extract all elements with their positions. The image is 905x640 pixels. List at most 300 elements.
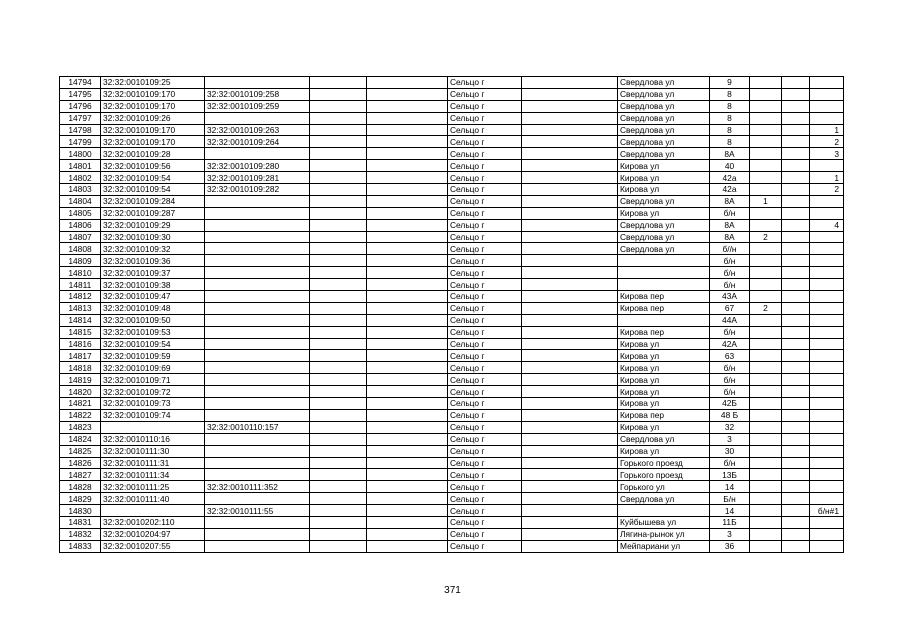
cell-column-5 <box>367 231 448 243</box>
cell-locality: Сельцо г <box>448 457 522 469</box>
cell-column-7 <box>522 100 618 112</box>
cell-apartment-number: 4 <box>810 219 844 231</box>
cell-locality: Сельцо г <box>448 409 522 421</box>
cell-column-7 <box>522 231 618 243</box>
cell-locality: Сельцо г <box>448 148 522 160</box>
cell-column-5 <box>367 136 448 148</box>
table-row <box>60 338 844 350</box>
cell-street: Свердлова ул <box>618 100 710 112</box>
table-row <box>60 77 844 89</box>
cell-column-4 <box>310 195 367 207</box>
cell-apartment-number <box>810 160 844 172</box>
cell-column-5 <box>367 350 448 362</box>
cell-cadastral-number: 32:32:0010111:40 <box>101 493 205 505</box>
cell-street: Кирова ул <box>618 398 710 410</box>
table-row <box>60 445 844 457</box>
cell-column-7 <box>522 184 618 196</box>
table-row <box>60 540 844 552</box>
cell-cadastral-number: 32:32:0010109:48 <box>101 302 205 314</box>
cell-column-11 <box>782 207 810 219</box>
cell-sub-cadastral-number <box>205 445 310 457</box>
cell-cadastral-number: 32:32:0010109:284 <box>101 195 205 207</box>
cell-column-7 <box>522 481 618 493</box>
cell-house-number: 8 <box>710 100 750 112</box>
cell-column-4 <box>310 207 367 219</box>
cell-cadastral-number: 32:32:0010109:170 <box>101 124 205 136</box>
cell-street: Свердлова ул <box>618 231 710 243</box>
cell-sub-cadastral-number <box>205 493 310 505</box>
cell-column-4 <box>310 457 367 469</box>
cell-cadastral-number: 32:32:0010109:54 <box>101 338 205 350</box>
cell-street: Кирова пер <box>618 326 710 338</box>
cell-cadastral-number: 32:32:0010109:50 <box>101 314 205 326</box>
cell-locality: Сельцо г <box>448 255 522 267</box>
cell-house-number: 8А <box>710 148 750 160</box>
cell-column-7 <box>522 362 618 374</box>
cell-street: Свердлова ул <box>618 77 710 89</box>
cell-column-5 <box>367 100 448 112</box>
cell-cadastral-number: 32:32:0010111:25 <box>101 481 205 493</box>
cell-apartment-number <box>810 481 844 493</box>
cell-house-number: 44А <box>710 314 750 326</box>
cell-locality: Сельцо г <box>448 112 522 124</box>
cell-house-number: б/н <box>710 457 750 469</box>
cell-house-number: 43А <box>710 291 750 303</box>
cell-sub-cadastral-number <box>205 231 310 243</box>
cell-column-11 <box>782 445 810 457</box>
cell-column-4 <box>310 469 367 481</box>
cell-column-10 <box>750 279 782 291</box>
cell-column-4 <box>310 433 367 445</box>
cell-cadastral-number: 32:32:0010109:71 <box>101 374 205 386</box>
cell-locality: Сельцо г <box>448 219 522 231</box>
cell-column-5 <box>367 398 448 410</box>
cell-street: Кирова ул <box>618 350 710 362</box>
cell-apartment-number <box>810 326 844 338</box>
table-row <box>60 219 844 231</box>
cell-sub-cadastral-number <box>205 279 310 291</box>
cell-cadastral-number: 32:32:0010111:34 <box>101 469 205 481</box>
cell-column-11 <box>782 338 810 350</box>
cell-column-7 <box>522 314 618 326</box>
cell-column-5 <box>367 124 448 136</box>
cell-street: Кирова ул <box>618 445 710 457</box>
cell-column-4 <box>310 136 367 148</box>
cell-column-7 <box>522 77 618 89</box>
cell-column-11 <box>782 528 810 540</box>
cell-locality: Сельцо г <box>448 231 522 243</box>
cell-house-number: б/н <box>710 255 750 267</box>
cell-sub-cadastral-number <box>205 528 310 540</box>
cell-apartment-number <box>810 255 844 267</box>
cell-sub-cadastral-number <box>205 516 310 528</box>
cell-row-number: 14801 <box>60 160 101 172</box>
cell-column-10 <box>750 326 782 338</box>
cell-column-10 <box>750 409 782 421</box>
cell-column-10 <box>750 421 782 433</box>
cell-street: Горького проезд <box>618 469 710 481</box>
cell-apartment-number <box>810 409 844 421</box>
cell-row-number: 14800 <box>60 148 101 160</box>
cell-column-5 <box>367 172 448 184</box>
cell-column-4 <box>310 409 367 421</box>
cell-sub-cadastral-number <box>205 291 310 303</box>
cell-cadastral-number: 32:32:0010109:74 <box>101 409 205 421</box>
cell-column-11 <box>782 481 810 493</box>
cell-column-10 <box>750 88 782 100</box>
cell-locality: Сельцо г <box>448 493 522 505</box>
cell-column-11 <box>782 184 810 196</box>
cell-house-number: 8А <box>710 195 750 207</box>
cell-column-11 <box>782 457 810 469</box>
cell-locality: Сельцо г <box>448 433 522 445</box>
table-row <box>60 398 844 410</box>
cell-apartment-number <box>810 457 844 469</box>
cell-column-11 <box>782 100 810 112</box>
cell-column-10 <box>750 207 782 219</box>
cell-locality: Сельцо г <box>448 279 522 291</box>
cell-house-number: Б/н <box>710 493 750 505</box>
cell-row-number: 14799 <box>60 136 101 148</box>
cell-sub-cadastral-number: 32:32:0010109:280 <box>205 160 310 172</box>
cell-column-10 <box>750 243 782 255</box>
cell-street: Кирова ул <box>618 362 710 374</box>
cell-apartment-number <box>810 374 844 386</box>
cell-house-number: 32 <box>710 421 750 433</box>
cell-street: Горького проезд <box>618 457 710 469</box>
cell-column-5 <box>367 433 448 445</box>
cell-column-5 <box>367 302 448 314</box>
cell-locality: Сельцо г <box>448 195 522 207</box>
cell-locality: Сельцо г <box>448 421 522 433</box>
cell-column-10 <box>750 291 782 303</box>
cell-cadastral-number: 32:32:0010109:29 <box>101 219 205 231</box>
cell-cadastral-number: 32:32:0010109:54 <box>101 184 205 196</box>
cell-cadastral-number: 32:32:0010204:97 <box>101 528 205 540</box>
cell-column-11 <box>782 374 810 386</box>
cell-house-number: б/н <box>710 374 750 386</box>
cell-column-7 <box>522 279 618 291</box>
table-row <box>60 302 844 314</box>
cell-column-7 <box>522 243 618 255</box>
cell-column-11 <box>782 112 810 124</box>
table-row <box>60 516 844 528</box>
cell-locality: Сельцо г <box>448 207 522 219</box>
cell-column-7 <box>522 291 618 303</box>
cell-apartment-number <box>810 291 844 303</box>
registry-table <box>59 76 844 553</box>
cell-column-11 <box>782 279 810 291</box>
cell-street: Свердлова ул <box>618 195 710 207</box>
cell-house-number: б/н <box>710 362 750 374</box>
cell-row-number: 14805 <box>60 207 101 219</box>
cell-street: Лягина-рынок ул <box>618 528 710 540</box>
cell-street: Кирова ул <box>618 172 710 184</box>
cell-sub-cadastral-number <box>205 362 310 374</box>
cell-row-number: 14795 <box>60 88 101 100</box>
table-row <box>60 493 844 505</box>
cell-column-10 <box>750 481 782 493</box>
cell-house-number: 36 <box>710 540 750 552</box>
cell-apartment-number <box>810 516 844 528</box>
cell-cadastral-number: 32:32:0010109:47 <box>101 291 205 303</box>
cell-sub-cadastral-number: 32:32:0010111:352 <box>205 481 310 493</box>
cell-locality: Сельцо г <box>448 350 522 362</box>
cell-house-number: 8А <box>710 219 750 231</box>
cell-column-7 <box>522 195 618 207</box>
cell-column-10 <box>750 148 782 160</box>
cell-cadastral-number: 32:32:0010109:69 <box>101 362 205 374</box>
cell-column-5 <box>367 505 448 517</box>
cell-apartment-number <box>810 362 844 374</box>
cell-row-number: 14817 <box>60 350 101 362</box>
cell-locality: Сельцо г <box>448 386 522 398</box>
cell-house-number: 8А <box>710 231 750 243</box>
cell-sub-cadastral-number: 32:32:0010109:282 <box>205 184 310 196</box>
cell-house-number: 8 <box>710 112 750 124</box>
table-row <box>60 243 844 255</box>
cell-street: Кирова пер <box>618 409 710 421</box>
cell-column-4 <box>310 77 367 89</box>
cell-column-5 <box>367 516 448 528</box>
cell-row-number: 14818 <box>60 362 101 374</box>
cell-column-4 <box>310 172 367 184</box>
cell-column-5 <box>367 528 448 540</box>
cell-column-11 <box>782 243 810 255</box>
table-row <box>60 350 844 362</box>
cell-row-number: 14809 <box>60 255 101 267</box>
cell-sub-cadastral-number <box>205 350 310 362</box>
cell-sub-cadastral-number <box>205 112 310 124</box>
cell-house-number: 3 <box>710 433 750 445</box>
cell-column-5 <box>367 386 448 398</box>
cell-column-4 <box>310 100 367 112</box>
cell-column-4 <box>310 279 367 291</box>
cell-column-11 <box>782 326 810 338</box>
cell-cadastral-number: 32:32:0010109:30 <box>101 231 205 243</box>
cell-sub-cadastral-number <box>205 386 310 398</box>
cell-apartment-number <box>810 338 844 350</box>
cell-column-11 <box>782 267 810 279</box>
cell-apartment-number: 1 <box>810 172 844 184</box>
cell-column-10 <box>750 136 782 148</box>
cell-house-number: б/н <box>710 207 750 219</box>
cell-cadastral-number: 32:32:0010109:36 <box>101 255 205 267</box>
cell-sub-cadastral-number <box>205 409 310 421</box>
cell-column-5 <box>367 77 448 89</box>
cell-house-number: 11Б <box>710 516 750 528</box>
cell-column-5 <box>367 88 448 100</box>
cell-cadastral-number: 32:32:0010109:32 <box>101 243 205 255</box>
cell-column-11 <box>782 148 810 160</box>
table-row <box>60 469 844 481</box>
cell-column-4 <box>310 231 367 243</box>
cell-cadastral-number: 32:32:0010109:287 <box>101 207 205 219</box>
cell-row-number: 14828 <box>60 481 101 493</box>
cell-locality: Сельцо г <box>448 124 522 136</box>
cell-column-4 <box>310 350 367 362</box>
cell-house-number: 14 <box>710 505 750 517</box>
cell-column-4 <box>310 516 367 528</box>
cell-column-4 <box>310 362 367 374</box>
cell-row-number: 14811 <box>60 279 101 291</box>
cell-column-11 <box>782 314 810 326</box>
cell-column-5 <box>367 255 448 267</box>
cell-locality: Сельцо г <box>448 374 522 386</box>
cell-column-5 <box>367 184 448 196</box>
cell-cadastral-number: 32:32:0010109:53 <box>101 326 205 338</box>
cell-column-11 <box>782 77 810 89</box>
cell-locality: Сельцо г <box>448 469 522 481</box>
cell-column-5 <box>367 540 448 552</box>
cell-apartment-number <box>810 445 844 457</box>
cell-column-7 <box>522 528 618 540</box>
table-row <box>60 231 844 243</box>
cell-row-number: 14821 <box>60 398 101 410</box>
cell-column-4 <box>310 540 367 552</box>
cell-column-7 <box>522 469 618 481</box>
cell-column-4 <box>310 374 367 386</box>
cell-column-5 <box>367 445 448 457</box>
cell-apartment-number <box>810 77 844 89</box>
cell-house-number: 48 Б <box>710 409 750 421</box>
cell-column-11 <box>782 398 810 410</box>
cell-column-5 <box>367 338 448 350</box>
cell-row-number: 14826 <box>60 457 101 469</box>
cell-row-number: 14823 <box>60 421 101 433</box>
cell-sub-cadastral-number: 32:32:0010109:258 <box>205 88 310 100</box>
cell-column-10: 2 <box>750 302 782 314</box>
cell-sub-cadastral-number <box>205 77 310 89</box>
cell-locality: Сельцо г <box>448 314 522 326</box>
cell-column-7 <box>522 540 618 552</box>
cell-apartment-number: 2 <box>810 136 844 148</box>
cell-column-4 <box>310 219 367 231</box>
cell-street: Кирова ул <box>618 386 710 398</box>
cell-column-10 <box>750 314 782 326</box>
table-row <box>60 481 844 493</box>
cell-column-11 <box>782 362 810 374</box>
cell-column-7 <box>522 88 618 100</box>
cell-column-7 <box>522 433 618 445</box>
cell-column-7 <box>522 505 618 517</box>
cell-column-7 <box>522 160 618 172</box>
cell-column-10 <box>750 350 782 362</box>
cell-apartment-number <box>810 493 844 505</box>
cell-row-number: 14808 <box>60 243 101 255</box>
cell-apartment-number <box>810 207 844 219</box>
cell-column-11 <box>782 421 810 433</box>
cell-column-5 <box>367 148 448 160</box>
table-row <box>60 255 844 267</box>
cell-apartment-number <box>810 469 844 481</box>
cell-apartment-number <box>810 528 844 540</box>
cell-house-number: 42а <box>710 172 750 184</box>
cell-column-10 <box>750 219 782 231</box>
cell-cadastral-number: 32:32:0010109:59 <box>101 350 205 362</box>
cell-street <box>618 279 710 291</box>
cell-house-number: 30 <box>710 445 750 457</box>
cell-row-number: 14827 <box>60 469 101 481</box>
cell-column-4 <box>310 267 367 279</box>
cell-cadastral-number: 32:32:0010109:56 <box>101 160 205 172</box>
cell-house-number: б//н <box>710 243 750 255</box>
cell-street: Кирова ул <box>618 207 710 219</box>
cell-column-11 <box>782 195 810 207</box>
cell-column-7 <box>522 302 618 314</box>
cell-locality: Сельцо г <box>448 136 522 148</box>
cell-cadastral-number: 32:32:0010111:30 <box>101 445 205 457</box>
cell-row-number: 14829 <box>60 493 101 505</box>
cell-locality: Сельцо г <box>448 362 522 374</box>
table-row <box>60 326 844 338</box>
cell-apartment-number <box>810 421 844 433</box>
cell-sub-cadastral-number <box>205 326 310 338</box>
cell-street: Свердлова ул <box>618 124 710 136</box>
table-row <box>60 148 844 160</box>
cell-column-7 <box>522 457 618 469</box>
cell-street <box>618 314 710 326</box>
table-row <box>60 291 844 303</box>
cell-sub-cadastral-number <box>205 195 310 207</box>
cell-apartment-number <box>810 267 844 279</box>
cell-house-number: б/н <box>710 326 750 338</box>
cell-column-11 <box>782 540 810 552</box>
cell-column-4 <box>310 255 367 267</box>
cell-sub-cadastral-number <box>205 469 310 481</box>
cell-column-7 <box>522 493 618 505</box>
cell-column-5 <box>367 219 448 231</box>
table-row <box>60 207 844 219</box>
cell-row-number: 14810 <box>60 267 101 279</box>
cell-row-number: 14825 <box>60 445 101 457</box>
cell-apartment-number <box>810 386 844 398</box>
cell-street: Свердлова ул <box>618 243 710 255</box>
cell-column-11 <box>782 516 810 528</box>
cell-row-number: 14830 <box>60 505 101 517</box>
cell-sub-cadastral-number <box>205 540 310 552</box>
cell-street: Свердлова ул <box>618 148 710 160</box>
cell-house-number: 13Б <box>710 469 750 481</box>
cell-column-10 <box>750 124 782 136</box>
table-row <box>60 386 844 398</box>
cell-column-10 <box>750 398 782 410</box>
cell-column-11 <box>782 160 810 172</box>
cell-row-number: 14814 <box>60 314 101 326</box>
cell-street: Кирова пер <box>618 291 710 303</box>
cell-locality: Сельцо г <box>448 172 522 184</box>
cell-street: Горького ул <box>618 481 710 493</box>
cell-column-7 <box>522 350 618 362</box>
cell-house-number: 42а <box>710 184 750 196</box>
cell-row-number: 14806 <box>60 219 101 231</box>
cell-column-7 <box>522 338 618 350</box>
cell-column-7 <box>522 207 618 219</box>
cell-house-number: 42А <box>710 338 750 350</box>
cell-row-number: 14815 <box>60 326 101 338</box>
cell-cadastral-number: 32:32:0010109:72 <box>101 386 205 398</box>
cell-sub-cadastral-number <box>205 243 310 255</box>
cell-street: Свердлова ул <box>618 136 710 148</box>
cell-column-10 <box>750 374 782 386</box>
cell-house-number: 14 <box>710 481 750 493</box>
cell-column-5 <box>367 243 448 255</box>
cell-column-5 <box>367 195 448 207</box>
cell-column-5 <box>367 112 448 124</box>
cell-locality: Сельцо г <box>448 100 522 112</box>
cell-column-10 <box>750 469 782 481</box>
cell-column-10 <box>750 493 782 505</box>
